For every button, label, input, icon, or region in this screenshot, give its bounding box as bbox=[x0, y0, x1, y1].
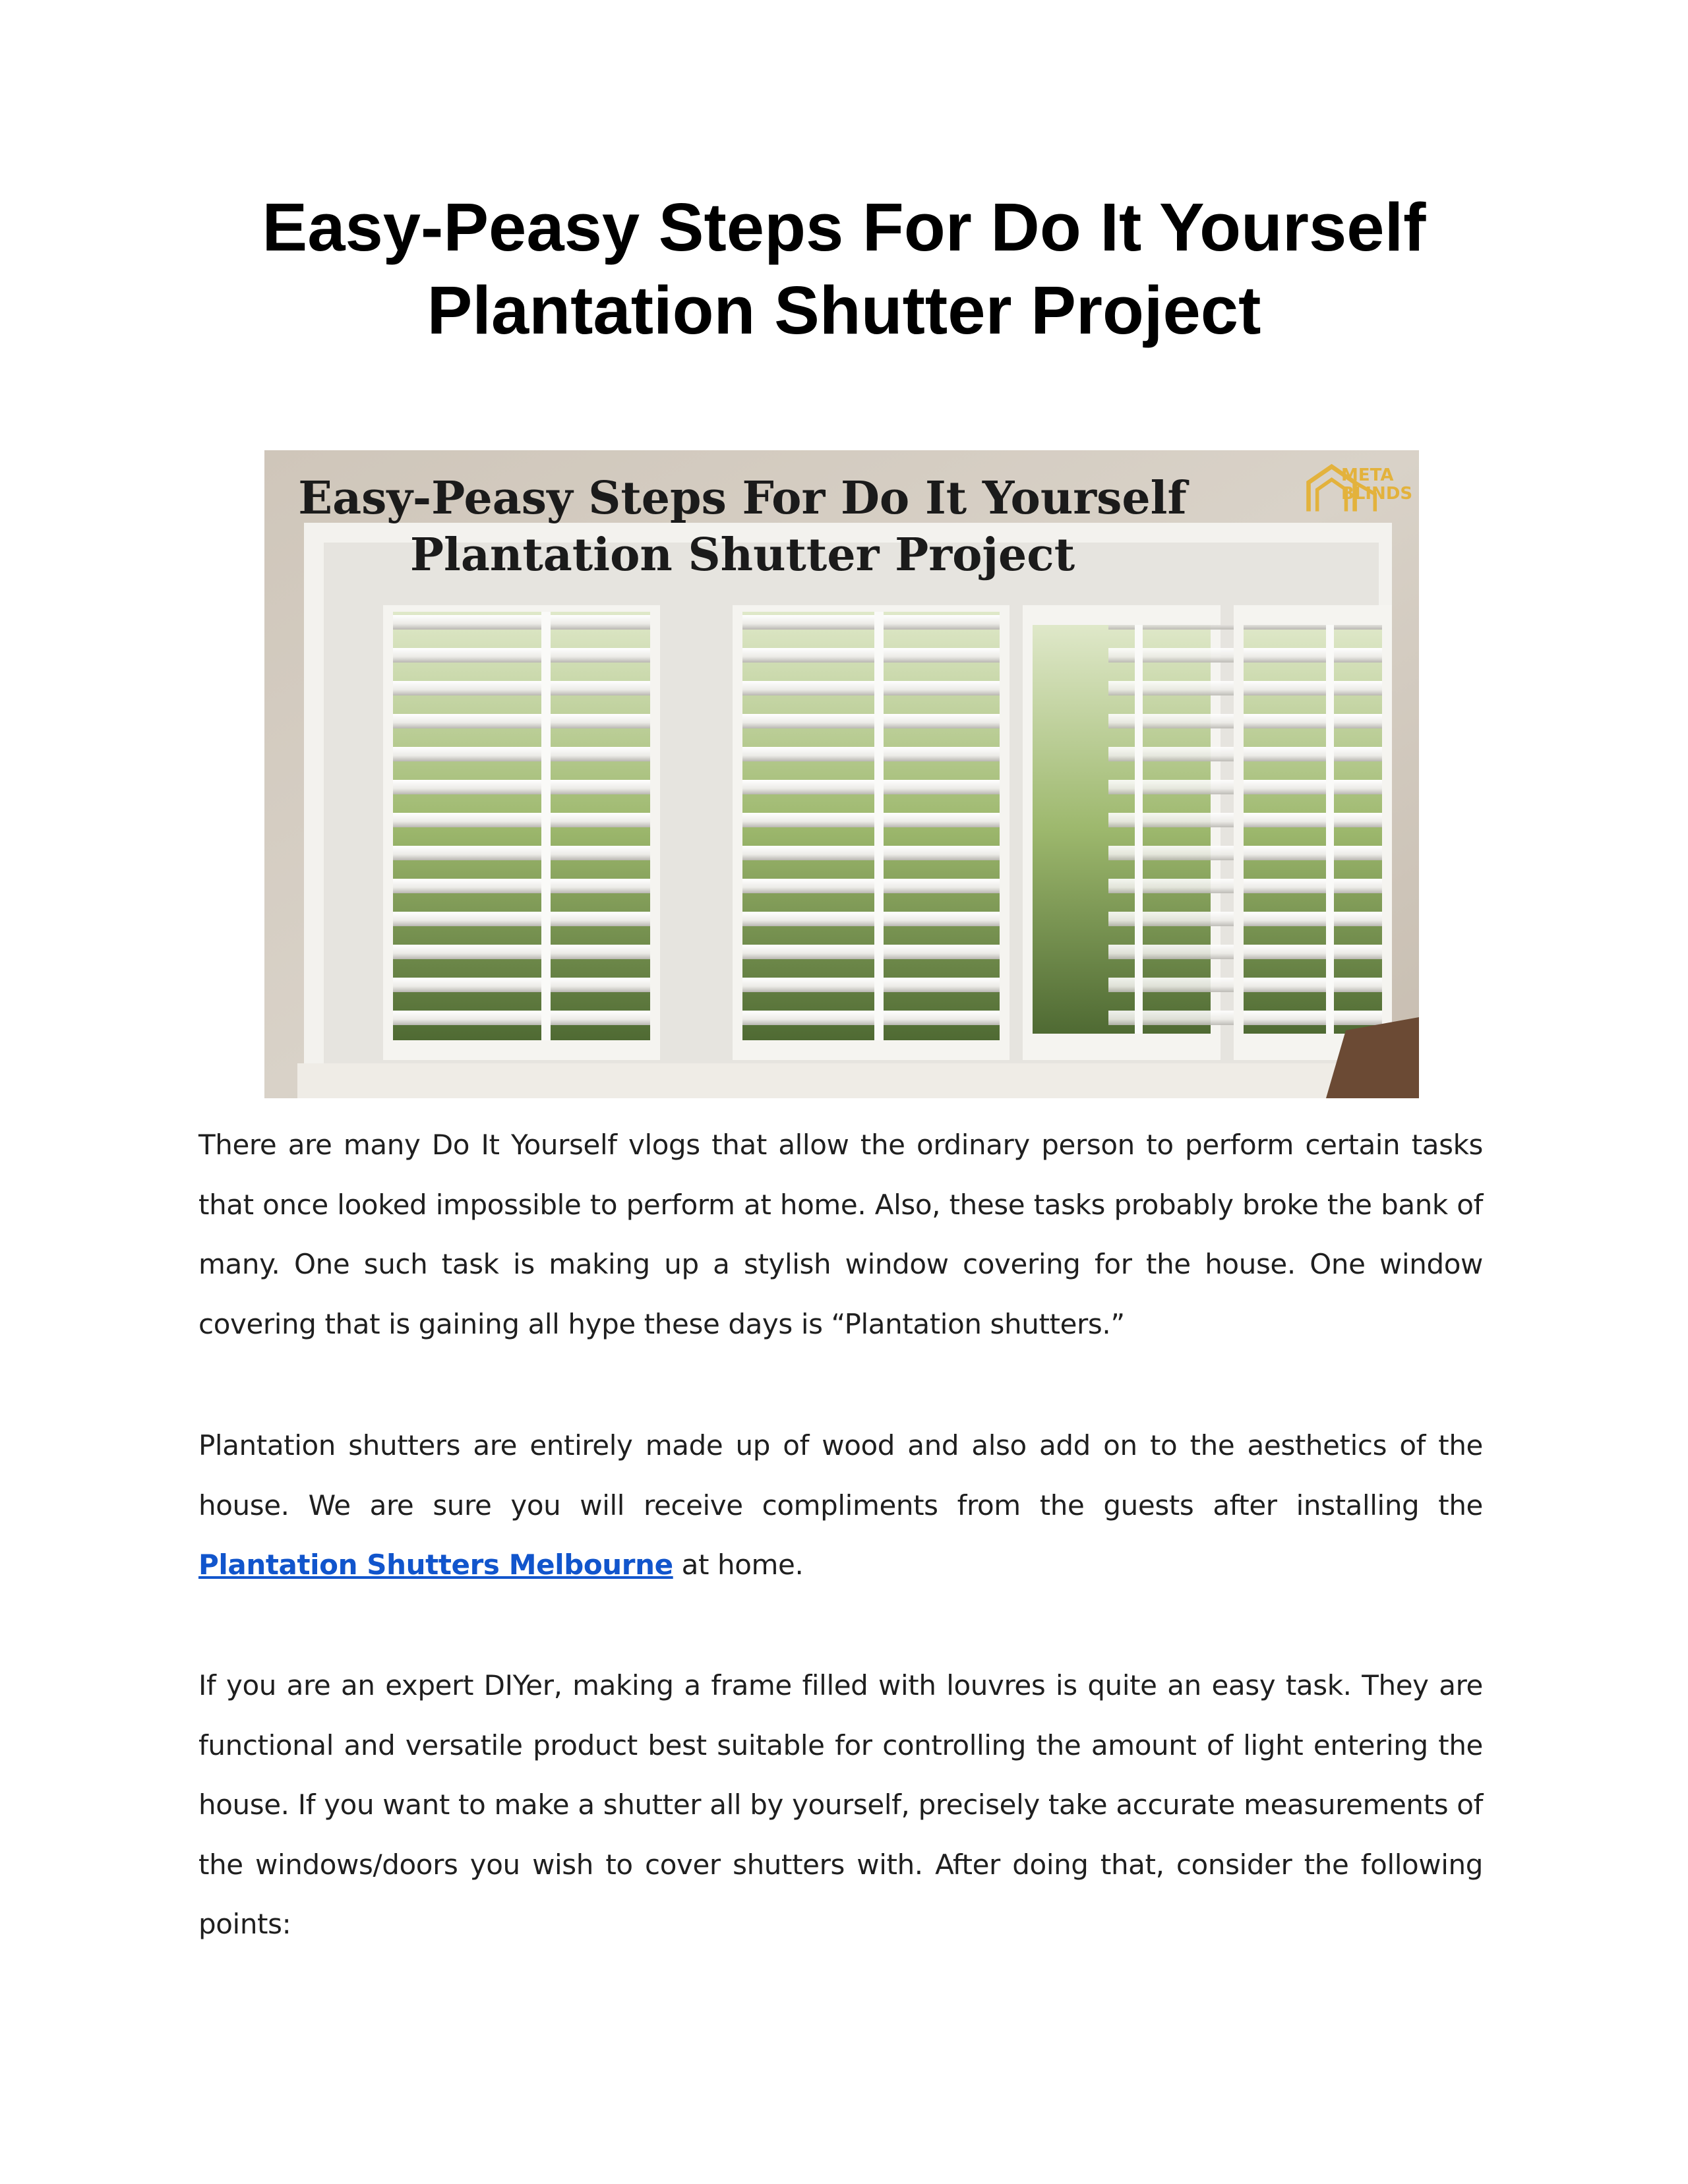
hero-image bbox=[264, 450, 1419, 1098]
title-line-1: Easy-Peasy Steps For Do It Yourself bbox=[262, 189, 1426, 265]
hero-image-heading bbox=[264, 470, 1221, 583]
hero-heading-line-1: Easy-Peasy Steps For Do It Yourself bbox=[298, 472, 1187, 525]
paragraph-diy: If you are an expert DIYer, making a frame filled with louvres is quite an easy task. They are functional and versatile product best suitable for controlling the amount of light entering the house. If you want to make a shutter all by yourself, precisely take accurate measurements of the windows/doors you wish to cover shutters with. After doing that, consider the following points: bbox=[198, 1669, 1483, 1940]
brand-line-2: BLINDS bbox=[1341, 484, 1413, 504]
brand-name bbox=[1341, 466, 1412, 503]
brand-line-1: META bbox=[1341, 465, 1394, 485]
plantation-shutters-melbourne-link[interactable]: Plantation Shutters Melbourne bbox=[198, 1549, 673, 1581]
hero-heading-line-2: Plantation Shutter Project bbox=[409, 529, 1075, 581]
paragraph-shutters-text-after: at home. bbox=[673, 1549, 804, 1581]
page-title bbox=[198, 186, 1490, 352]
paragraph-shutters-text-before: Plantation shutters are entirely made up of wood and also add on to the aesthetics of the house. We are sure you will receive compliments from the guests after installing the bbox=[198, 1429, 1483, 1521]
brand-logo bbox=[1263, 457, 1416, 517]
paragraph-intro: There are many Do It Yourself vlogs that allow the ordinary person to perform certain tasks that once looked impossible to perform at home. Also, these tasks probably broke the bank of many. One such task is making up a stylish window covering for the house. One window covering that is gaining all hype these days is “Plantation shutters.” bbox=[198, 1129, 1483, 1340]
paragraph-shutters bbox=[198, 1416, 1483, 1595]
title-line-2: Plantation Shutter Project bbox=[427, 272, 1261, 348]
